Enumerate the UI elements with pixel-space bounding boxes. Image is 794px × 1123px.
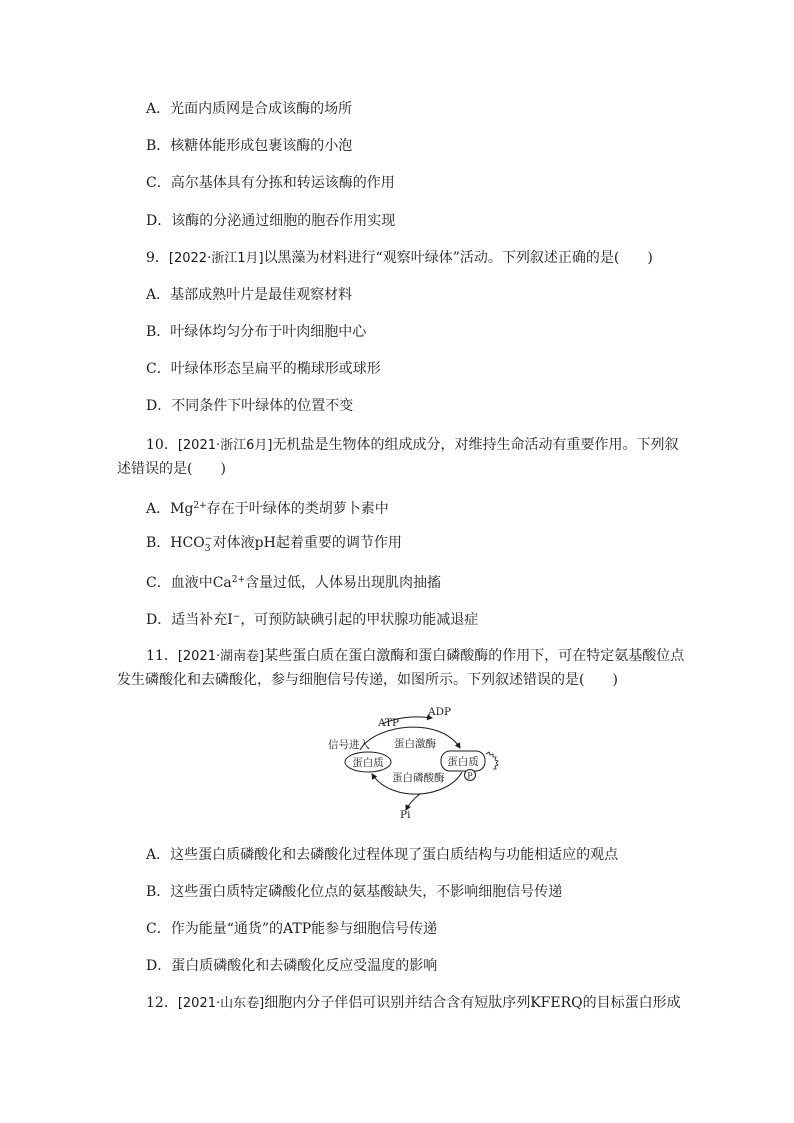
- adp-label: ADP: [428, 706, 452, 718]
- q9-option-b: B．叶绿体均匀分布于叶肉细胞中心: [146, 324, 367, 340]
- q8-option-b: B．核糖体能形成包裹该酶的小泡: [146, 138, 353, 154]
- q8-option-a: A．光面内质网是合成该酶的场所: [146, 101, 353, 117]
- q10-number: 10．: [146, 437, 178, 453]
- q9-option-a: A．基部成熟叶片是最佳观察材料: [146, 287, 353, 303]
- q10-stem: [146, 435, 678, 456]
- q9-number: 9．: [146, 250, 169, 266]
- q12-source: [2021·山东卷]: [177, 996, 265, 1011]
- pi-label: Pi: [400, 809, 411, 820]
- protein-right-label: 蛋白质: [447, 756, 479, 768]
- q9-option-c: C．叶绿体形态呈扁平的椭球形或球形: [146, 361, 381, 377]
- q11-option-d: D．蛋白质磷酸化和去磷酸化反应受温度的影响: [146, 958, 438, 974]
- q11-stem: [146, 646, 684, 667]
- atp-label: ATP: [378, 717, 400, 729]
- q8-option-c: C．高尔基体具有分拣和转运该酶的作用: [146, 175, 395, 191]
- q12-number: 12．: [146, 995, 178, 1011]
- phosphatase-label: 蛋白磷酸酶: [392, 772, 445, 784]
- activated-mark: [486, 752, 498, 769]
- q9-source: [2022·浙江1月]: [168, 251, 264, 266]
- phosphate-label: P: [467, 771, 473, 781]
- q12-stem: [146, 993, 681, 1014]
- protein-left-label: 蛋白质: [352, 757, 384, 769]
- q11-text-line1: 某些蛋白质在蛋白激酶和蛋白磷酸酶的作用下，可在特定氨基酸位点: [264, 648, 685, 664]
- q11-option-a: A．这些蛋白质磷酸化和去磷酸化过程体现了蛋白质结构与功能相适应的观点: [146, 847, 619, 863]
- q10-option-d: D．适当补充I−，可预防缺碘引起的甲状腺功能减退症: [146, 612, 479, 628]
- q11-text-line2: 发生磷酸化和去磷酸化，参与细胞信号传递，如图所示。下列叙述错误的是( ): [117, 672, 618, 688]
- q10-option-c: C．血液中$Ca^{2+}$含量过低，人体易出现肌肉抽搐: [146, 575, 442, 591]
- q8-option-d: D．该酶的分泌通过细胞的胞吞作用实现: [146, 213, 396, 229]
- q10-text-line2: 述错误的是( ): [117, 461, 226, 477]
- kinase-label: 蛋白激酶: [394, 738, 436, 750]
- q11-option-c: C．作为能量“通货”的ATP能参与细胞信号传递: [146, 921, 438, 937]
- q11-option-b: B．这些蛋白质特定磷酸化位点的氨基酸缺失，不影响细胞信号传递: [146, 884, 563, 900]
- q9-stem: [146, 248, 653, 269]
- q10-text-line1: 无机盐是生物体的组成成分，对维持生命活动有重要作用。下列叙: [272, 437, 679, 453]
- q9-text: 以黑藻为材料进行“观察叶绿体”活动。下列叙述正确的是( ): [263, 250, 653, 266]
- q10-option-a: A．$Mg^{2+}$存在于叶绿体的类胡萝卜素中: [146, 501, 389, 517]
- q12-text-line1: 细胞内分子伴侣可识别并结合含有短肽序列KFERQ的目标蛋白形成: [264, 995, 681, 1011]
- q10-source: [2021·浙江6月]: [177, 438, 273, 453]
- q10-option-b: B．HCO − 3 对体液pH起着重要的调节作用: [146, 534, 402, 554]
- q11-number: 11．: [146, 648, 178, 664]
- pi-release-arrow: [406, 794, 420, 810]
- q9-option-d: D．不同条件下叶绿体的位置不变: [146, 398, 354, 414]
- q11-source: [2021·湖南卷]: [177, 649, 265, 664]
- phosphorylation-cycle-diagram: [320, 702, 530, 820]
- signal-in-label: 信号进入: [328, 739, 370, 751]
